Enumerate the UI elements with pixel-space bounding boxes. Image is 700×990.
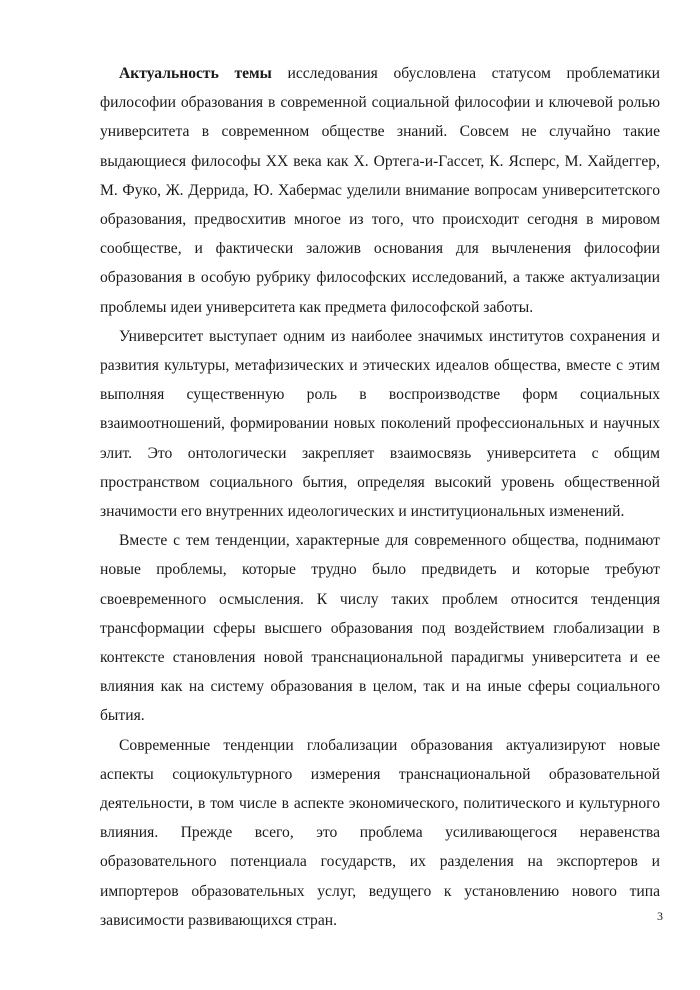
paragraph-3: Вместе с тем тенденции, характерные для современного общества, поднимают новые проблемы, которые трудно было предвидеть и которые требуют своевременного осмысления. К числу таких проблем относится тенденция трансформации сферы высшего образования под воздействием глобализации в контексте становления новой транснациональной парадигмы университета и ее влияния как на систему образования в целом, так и на иные сферы социального бытия. [100,532,660,725]
paragraph-1 [100,59,660,322]
paragraph-1-text: исследования обусловлена статусом проблематики философии образования в современной социальной философии и ключевой ролью университета в современном обществе знаний. Совсем не случайно такие выдающиеся философы XX века как Х. Ортега-и-Гассет, К. Ясперс, М. Хайдеггер, М. Фуко, Ж. Деррида, Ю. Хабермас уделили внимание вопросам университетского образования, предвосхитив многое из того, что происходит сегодня в мировом сообществе, и фактически заложив основания для вычленения философии образования в особую рубрику философских исследований, а также актуализации проблемы идеи университета как предмета философской заботы. [100,65,660,316]
paragraph-4: Современные тенденции глобализации образования актуализируют новые аспекты социокультурного измерения транснациональной образовательной деятельности, в том числе в аспекте экономического, политического и культурного влияния. Прежде всего, это проблема усиливающегося неравенства образовательного потенциала государств, их разделения на экспортеров и импортеров образовательных услуг, ведущего к установлению нового типа зависимости развивающихся стран. [100,736,660,929]
page-number: 3 [657,909,663,923]
document-body [100,59,660,935]
paragraph-1-lead: Актуальность темы [119,65,272,82]
paragraph-2: Университет выступает одним из наиболее значимых институтов сохранения и развития культуры, метафизических и этических идеалов общества, вместе с этим выполняя существенную роль в воспроизводстве форм социальных взаимоотношений, формировании новых поколений профессиональных и научных элит. Это онтологически закрепляет взаимосвязь университета с общим пространством социального бытия, определяя высокий уровень общественной значимости его внутренних идеологических и институциональных изменений. [100,327,660,521]
